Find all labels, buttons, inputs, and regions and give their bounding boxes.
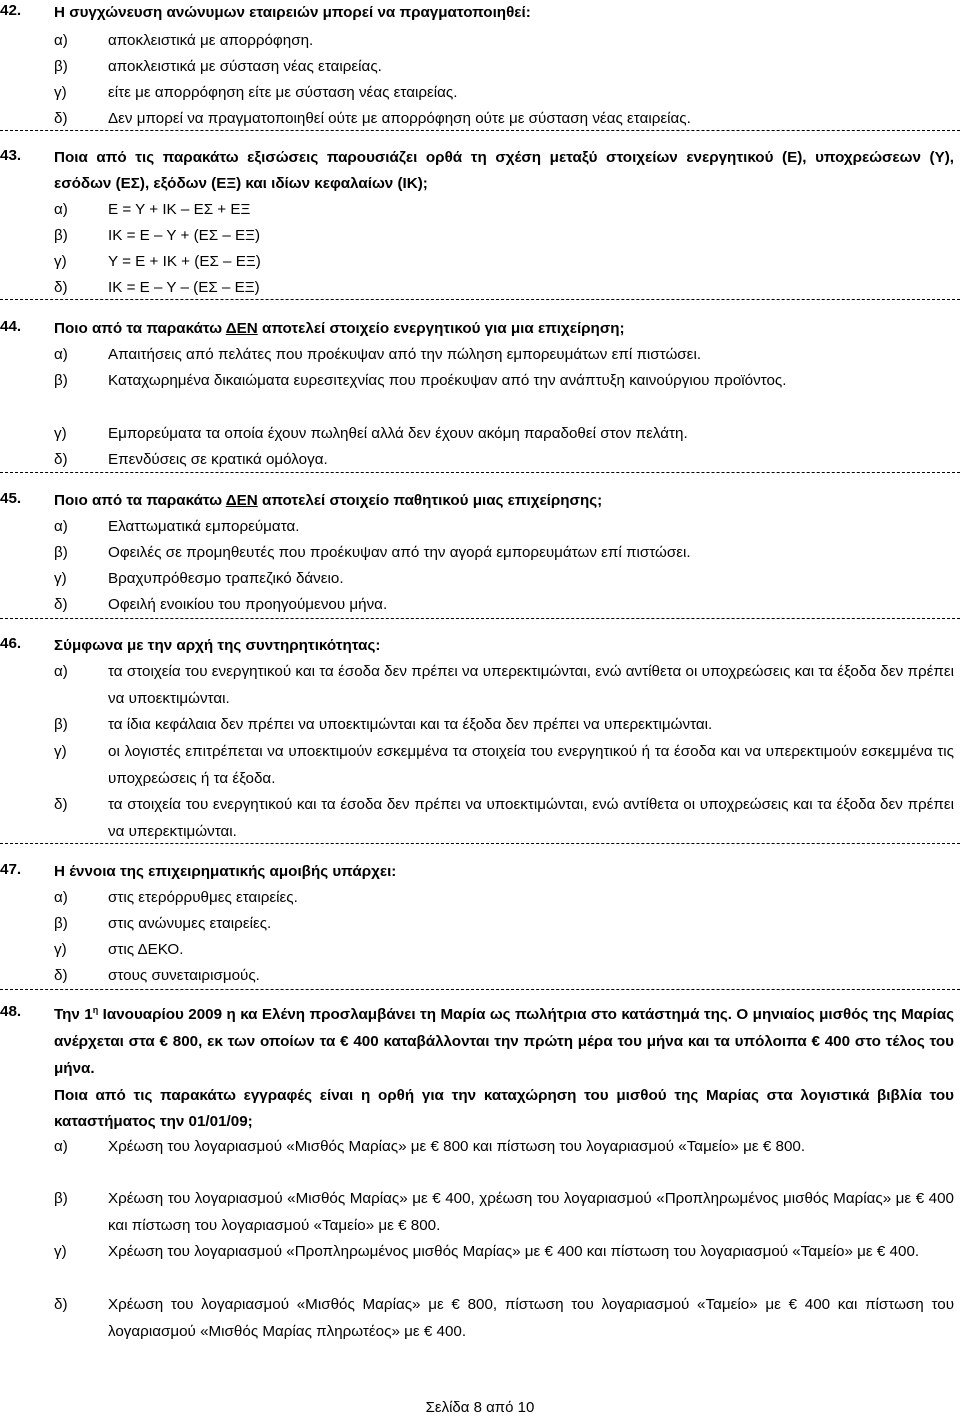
page-number: Σελίδα 8 από 10: [425, 1399, 535, 1416]
option-a: [54, 342, 954, 369]
option-a: [54, 28, 954, 55]
option-b: [54, 223, 954, 250]
option-c: [54, 937, 954, 964]
option-label: α): [54, 1138, 68, 1155]
option-text: ΙΚ = Ε – Υ – (ΕΣ – ΕΞ): [108, 279, 260, 296]
question-number: 44.: [0, 318, 22, 335]
question-number: 42.: [0, 2, 22, 19]
option-text: Οφειλές σε προμηθευτές που προέκυψαν από την αγορά εμπορευμάτων επί πιστώσει.: [108, 544, 691, 561]
question-number: 47.: [0, 861, 22, 878]
option-text: Βραχυπρόθεσμο τραπεζικό δάνειο.: [108, 570, 344, 587]
option-label: δ): [54, 1296, 68, 1313]
option-b: [54, 368, 954, 395]
question-text: [54, 488, 954, 514]
option-b: [54, 54, 954, 81]
option-c: [54, 421, 954, 448]
option-text: Χρέωση του λογαριασμού «Μισθός Μαρίας» με € 800, πίστωση του λογαριασμού «Ταμείο» με € 400 και πίστωση του λογαριασμού «Μισθός Μαρίας πληρωτέος» με € 400.: [108, 1296, 954, 1340]
question-text-after: αποτελεί στοιχείο ενεργητικού για μια επιχείρηση;: [257, 320, 625, 337]
option-d: [54, 275, 954, 302]
question-intro: [54, 1001, 954, 1082]
option-text: οι λογιστές επιτρέπεται να υποεκτιμούν εσκεμμένα τα στοιχεία του ενεργητικού ή τα έσοδα και να υπερεκτιμούν εσκεμμένα τις υποχρεώσεις ή τα έξοδα.: [108, 743, 954, 787]
option-text: Εμπορεύματα τα οποία έχουν πωληθεί αλλά δεν έχουν ακόμη παραδοθεί στον πελάτη.: [108, 425, 688, 442]
option-label: δ): [54, 110, 68, 127]
option-text: αποκλειστικά με απορρόφηση.: [108, 32, 314, 49]
question-text-emphasis: ΔΕΝ: [225, 492, 258, 509]
option-a: [54, 197, 954, 224]
option-b: [54, 540, 954, 567]
option-label: β): [54, 716, 68, 733]
question-text: Η έννοια της επιχειρηματικής αμοιβής υπάρχει:: [54, 863, 397, 880]
option-label: α): [54, 518, 68, 535]
option-label: δ): [54, 451, 68, 468]
option-label: γ): [54, 425, 67, 442]
option-text: Χρέωση του λογαριασμού «Μισθός Μαρίας» με € 400, χρέωση του λογαριασμού «Προπληρωμένος μισθός Μαρίας» με € 400 και πίστωση του λογαριασμού «Ταμείο» με € 800.: [108, 1190, 954, 1234]
option-d: [54, 1292, 954, 1345]
dashed-separator: [0, 989, 960, 990]
question-text: Η συγχώνευση ανώνυμων εταιρειών μπορεί να πραγματοποιηθεί:: [54, 4, 531, 21]
question-text: Ποια από τις παρακάτω εξισώσεις παρουσιάζει ορθά τη σχέση μεταξύ στοιχείων ενεργητικού (Ε), υποχρεώσεων (Υ), εσόδων (ΕΣ), εξόδων (ΕΞ) και ιδίων κεφαλαίων (ΙΚ);: [54, 149, 954, 192]
option-d: [54, 447, 954, 474]
question-text-before: Ποιο από τα παρακάτω: [54, 320, 226, 337]
option-text: Επενδύσεις σε κρατικά ομόλογα.: [108, 451, 328, 468]
option-label: γ): [54, 570, 67, 587]
question-number: 43.: [0, 147, 22, 164]
option-text: στις ανώνυμες εταιρείες.: [108, 915, 272, 932]
option-c: [54, 739, 954, 792]
option-label: δ): [54, 279, 68, 296]
option-label: α): [54, 889, 68, 906]
question-number: 46.: [0, 635, 22, 652]
option-text: Καταχωρημένα δικαιώματα ευρεσιτεχνίας που προέκυψαν από την ανάπτυξη καινούργιου προϊόντος.: [108, 372, 787, 389]
intro-superscript: η: [92, 1004, 99, 1015]
option-label: γ): [54, 84, 67, 101]
dashed-separator: [0, 472, 960, 473]
option-a: [54, 659, 954, 712]
option-label: α): [54, 346, 68, 363]
option-label: γ): [54, 941, 67, 958]
question-number: 45.: [0, 490, 22, 507]
option-text: Ε = Υ + ΙΚ – ΕΣ + ΕΞ: [108, 201, 251, 218]
option-text: ΙΚ = Ε – Υ + (ΕΣ – ΕΞ): [108, 227, 261, 244]
option-text: τα στοιχεία του ενεργητικού και τα έσοδα δεν πρέπει να υποεκτιμώνται, ενώ αντίθετα οι υποχρεώσεις και τα έξοδα δεν πρέπει να υπερεκτιμώνται.: [108, 796, 954, 840]
option-text: αποκλειστικά με σύσταση νέας εταιρείας.: [108, 58, 382, 75]
option-a: [54, 885, 954, 912]
option-label: δ): [54, 596, 68, 613]
option-text: στις ετερόρρυθμες εταιρείες.: [108, 889, 298, 906]
option-text: Ελαττωματικά εμπορεύματα.: [108, 518, 300, 535]
option-text: Χρέωση του λογαριασμού «Προπληρωμένος μισθός Μαρίας» με € 400 και πίστωση του λογαριασμού «Ταμείο» με € 400.: [108, 1243, 920, 1260]
option-text: είτε με απορρόφηση είτε με σύσταση νέας εταιρείας.: [108, 84, 458, 101]
question-number: 48.: [0, 1003, 22, 1020]
option-text: στους συνεταιρισμούς.: [108, 967, 260, 984]
option-d: [54, 592, 954, 619]
option-c: [54, 1239, 954, 1266]
option-text: τα στοιχεία του ενεργητικού και τα έσοδα δεν πρέπει να υπερεκτιμώνται, ενώ αντίθετα οι υποχρεώσεις και τα έξοδα δεν πρέπει να υποεκτιμώνται.: [108, 663, 954, 707]
question-text: Ποια από τις παρακάτω εγγραφές είναι η ορθή για την καταχώρηση του μισθού της Μαρίας στα λογιστικά βιβλία του καταστήματος την 01/01/09;: [54, 1087, 954, 1130]
option-label: β): [54, 58, 68, 75]
option-label: β): [54, 227, 68, 244]
option-a: [54, 514, 954, 541]
option-c: [54, 249, 954, 276]
option-label: γ): [54, 743, 67, 760]
option-d: [54, 963, 954, 990]
option-c: [54, 80, 954, 107]
option-label: β): [54, 372, 68, 389]
option-label: β): [54, 544, 68, 561]
dashed-separator: [0, 130, 960, 131]
option-label: α): [54, 201, 68, 218]
option-text: Απαιτήσεις από πελάτες που προέκυψαν από την πώληση εμπορευμάτων επί πιστώσει.: [108, 346, 702, 363]
option-c: [54, 566, 954, 593]
option-label: γ): [54, 1243, 67, 1260]
dashed-separator: [0, 299, 960, 300]
option-b: [54, 1186, 954, 1239]
option-b: [54, 911, 954, 938]
option-text: Υ = Ε + ΙΚ + (ΕΣ – ΕΞ): [108, 253, 261, 270]
intro-part-1: Την 1: [54, 1006, 93, 1023]
option-label: γ): [54, 253, 67, 270]
question-text-emphasis: ΔΕΝ: [225, 320, 258, 337]
option-label: α): [54, 663, 68, 680]
option-text: στις ΔΕΚΟ.: [108, 941, 184, 958]
intro-part-2: Ιανουαρίου 2009 η κα Ελένη προσλαμβάνει τη Μαρία ως πωλήτρια στο κατάστημά της. Ο μηνιαίος μισθός της Μαρίας ανέρχεται στα € 800, εκ των οποίων τα € 400 καταβάλλονται την πρώτη μέρα του μήνα και τα υπόλοιπα € 400 στο τέλος του μήνα.: [54, 1006, 954, 1077]
dashed-separator: [0, 618, 960, 619]
option-label: β): [54, 1190, 68, 1207]
option-text: τα ίδια κεφάλαια δεν πρέπει να υποεκτιμώνται και τα έξοδα δεν πρέπει να υπερεκτιμώνται.: [108, 716, 713, 733]
option-text: Χρέωση του λογαριασμού «Μισθός Μαρίας» με € 800 και πίστωση του λογαριασμού «Ταμείο» με € 800.: [108, 1138, 806, 1155]
dashed-separator: [0, 843, 960, 844]
option-label: α): [54, 32, 68, 49]
option-d: [54, 106, 954, 133]
option-label: β): [54, 915, 68, 932]
question-text: [54, 316, 954, 342]
question-text: Σύμφωνα με την αρχή της συντηρητικότητας:: [54, 637, 381, 654]
option-label: δ): [54, 967, 68, 984]
option-text: Δεν μπορεί να πραγματοποιηθεί ούτε με απορρόφηση ούτε με σύσταση νέας εταιρείας.: [108, 110, 691, 127]
option-text: Οφειλή ενοικίου του προηγούμενου μήνα.: [108, 596, 388, 613]
option-b: [54, 712, 954, 739]
question-text-after: αποτελεί στοιχείο παθητικού μιας επιχείρησης;: [257, 492, 603, 509]
option-a: [54, 1134, 954, 1161]
option-d: [54, 792, 954, 845]
option-label: δ): [54, 796, 68, 813]
question-text-before: Ποιο από τα παρακάτω: [54, 492, 226, 509]
